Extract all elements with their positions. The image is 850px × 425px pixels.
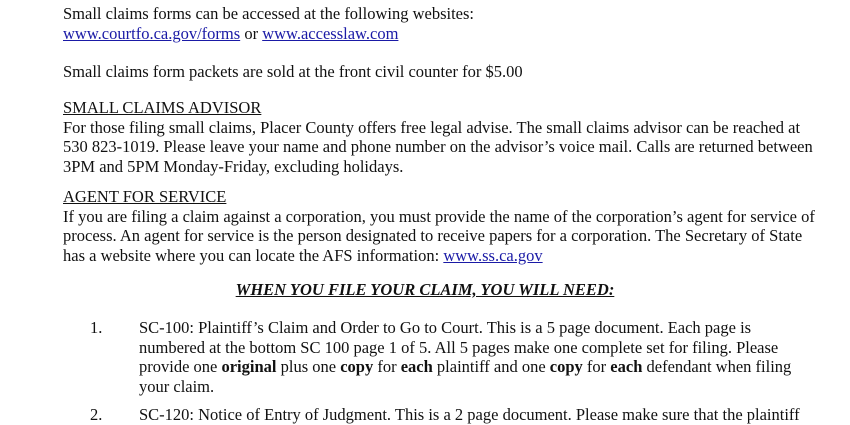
- agent-line: process. An agent for service is the person designated to receive papers for a corporation. The Secretary of State: [63, 226, 803, 245]
- need-heading: WHEN YOU FILE YOUR CLAIM, YOU WILL NEED:: [235, 280, 615, 299]
- accesslaw-link[interactable]: www.accesslaw.com: [262, 23, 399, 43]
- item-number: 2.: [90, 405, 103, 424]
- intro-text: Small claims forms can be accessed at the following websites:: [63, 4, 475, 23]
- or-text: or: [240, 23, 263, 43]
- agent-line-text: has a website where you can locate the AFS information:: [63, 245, 444, 265]
- advisor-heading: SMALL CLAIMS ADVISOR: [63, 98, 262, 117]
- ss-ca-gov-link[interactable]: www.ss.ca.gov: [443, 245, 543, 265]
- item-line: SC-120: Notice of Entry of Judgment. This is a 2 page document. Please make sure that the plaintiff: [139, 405, 800, 424]
- advisor-line: 3PM and 5PM Monday-Friday, excluding holidays.: [63, 156, 404, 176]
- item-text-fragment: for: [582, 357, 611, 376]
- item-line: SC-100: Plaintiff’s Claim and Order to Go to Court. This is a 5 page document. Each page is: [139, 318, 752, 337]
- item-text-fragment: provide one: [139, 357, 222, 376]
- item-text-fragment: defendant when filing: [642, 357, 792, 376]
- item-number: 1.: [90, 318, 103, 337]
- intro-section: [63, 4, 833, 43]
- intro-links: [63, 24, 833, 44]
- emphasis-each: each: [610, 357, 643, 376]
- agent-line: If you are filing a claim against a corporation, you must provide the name of the corporation’s agent for service of: [63, 206, 815, 226]
- advisor-line: For those filing small claims, Placer County offers free legal advise. The small claims advisor can be reached at: [63, 117, 801, 137]
- item-text: [139, 405, 829, 425]
- emphasis-original: original: [221, 357, 277, 376]
- advisor-line: 530 823-1019. Please leave your name and phone number on the advisor’s voice mail. Calls are returned between: [63, 137, 813, 156]
- item-line: your claim.: [139, 376, 215, 396]
- packets-text: Small claims form packets are sold at the front civil counter for $5.00: [63, 62, 523, 81]
- emphasis-copy: copy: [340, 357, 374, 376]
- emphasis-each: each: [400, 357, 433, 376]
- item-text-fragment: plus one: [276, 357, 341, 376]
- item-text-fragment: plaintiff and one: [432, 357, 550, 376]
- emphasis-copy: copy: [549, 357, 583, 376]
- item-text: [139, 318, 829, 396]
- item-line: numbered at the bottom SC 100 page 1 of 5. All 5 pages make one complete set for filing. Please: [139, 337, 779, 357]
- item-text-fragment: for: [373, 357, 401, 376]
- advisor-section: [63, 98, 833, 176]
- agent-section: [63, 187, 833, 265]
- agent-line: [63, 246, 833, 266]
- agent-heading: AGENT FOR SERVICE: [63, 187, 227, 206]
- item-line: [139, 357, 829, 377]
- courtinfo-forms-link[interactable]: www.courtfo.ca.gov/forms: [63, 23, 241, 43]
